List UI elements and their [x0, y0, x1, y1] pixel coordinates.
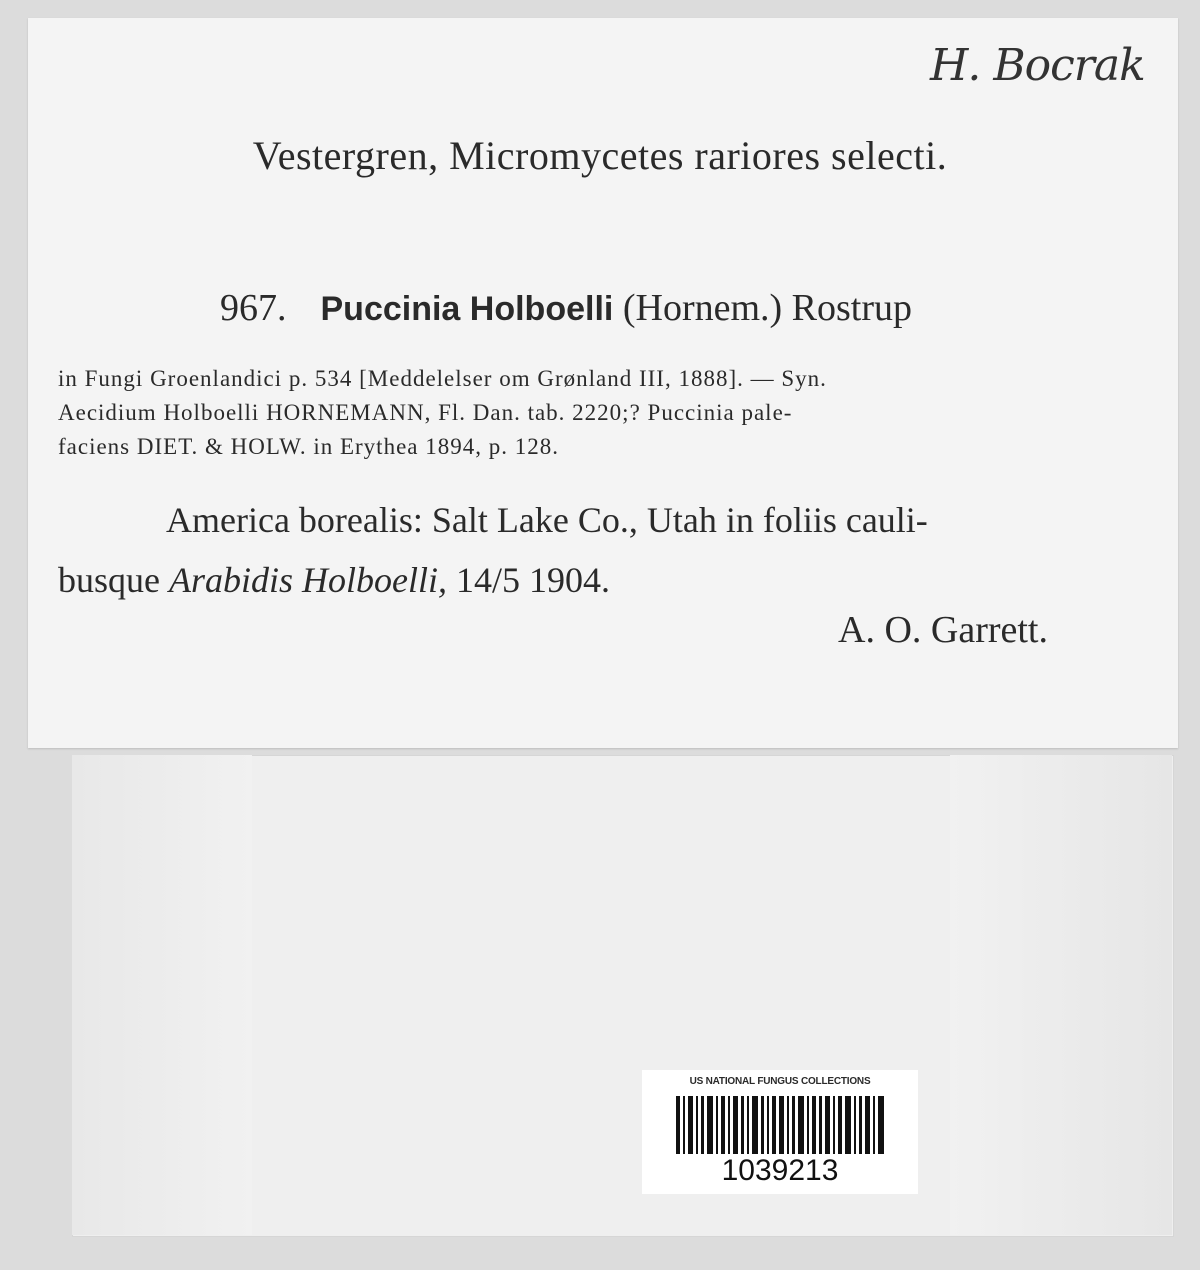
species-heading [220, 286, 912, 330]
locality-line: America borealis: Salt Lake Co., Utah in foliis cauli- [166, 500, 928, 540]
barcode-number: 1039213 [721, 1154, 839, 1187]
specimen-number: 967. [220, 287, 287, 329]
synonymy-line: in Fungi Groenlandici p. 534 [Meddelelser om Grønland III, 1888]. — Syn. [58, 366, 827, 391]
barcode-label [642, 1070, 918, 1194]
synonymy-line: faciens DIET. & HOLW. in Erythea 1894, p. 128. [58, 434, 559, 459]
host-name: Arabidis Holboelli, [169, 560, 447, 600]
barcode-bars [676, 1096, 884, 1154]
synonymy-line: Aecidium Holboelli HORNEMANN, Fl. Dan. tab. 2220;? Puccinia pale- [58, 400, 793, 425]
envelope-left-flap [72, 755, 252, 1235]
locality-block [58, 490, 1168, 610]
collection-date: 14/5 1904. [456, 560, 611, 600]
locality-prefix: busque [58, 560, 160, 600]
species-name: Puccinia Holboelli [320, 290, 614, 328]
collector-name: A. O. Garrett. [838, 609, 1048, 651]
species-authority: (Hornem.) Rostrup [622, 287, 913, 329]
locality-line-2 [58, 550, 1168, 610]
synonymy-block [58, 362, 1178, 464]
handwritten-annotation: H. Bocrak [930, 40, 1145, 91]
series-title: Vestergren, Micromycetes rariores selecti. [252, 133, 948, 178]
envelope-right-flap [950, 755, 1172, 1235]
barcode-header: US NATIONAL FUNGUS COLLECTIONS [689, 1076, 871, 1087]
